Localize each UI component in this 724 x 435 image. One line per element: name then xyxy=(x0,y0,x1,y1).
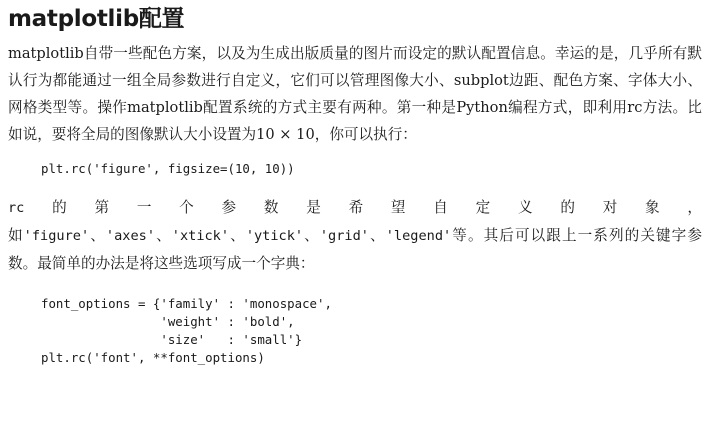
inline-code: 'legend' xyxy=(385,228,452,244)
section-title: matplotlib配置 xyxy=(8,6,185,32)
inline-code: rc xyxy=(8,200,25,216)
intro-paragraph: matplotlib自带一些配色方案，以及为生成出版质量的图片而设定的默认配置信息。幸运的是，几乎所有默认行为都能通过一组全局参数进行自定义，它们可以管理图像大小、subplot边距、配色方案、字体大小、网格类型等。操作matplotlib配置系统的方式主要有两种。第一种是Python编程方式，即利用rc方法。比如说，要将全局的图像默认大小设置为10 × 10，你可以执行： xyxy=(8,45,702,143)
code-block-font-options: font_options = {'family' : 'monospace', 'weight' : 'bold', 'size' : 'small'} plt.rc('font', **font_options) xyxy=(41,296,332,365)
paragraph-text: 的第一个参数是希望自定义的对象，如 xyxy=(8,199,702,244)
paragraph-text: 等。其后可以跟上一系列的关键字参数。最简单的办法是将这些选项写成一个字典： xyxy=(8,227,702,272)
paragraph-text: 、 xyxy=(368,227,386,244)
inline-code: 'figure' xyxy=(23,228,90,244)
inline-code: 'xtick' xyxy=(171,228,230,244)
paragraph-text: 、 xyxy=(155,227,172,244)
code-block-figsize: plt.rc('figure', figsize=(10, 10)) xyxy=(41,161,295,176)
inline-code: 'grid' xyxy=(319,228,369,244)
paragraph-text: 、 xyxy=(303,227,320,244)
rc-explanation-paragraph xyxy=(8,194,702,277)
paragraph-text: 、 xyxy=(229,227,246,244)
inline-code: 'axes' xyxy=(105,228,156,244)
inline-code: 'ytick' xyxy=(245,228,304,244)
paragraph-text: 、 xyxy=(89,227,106,244)
